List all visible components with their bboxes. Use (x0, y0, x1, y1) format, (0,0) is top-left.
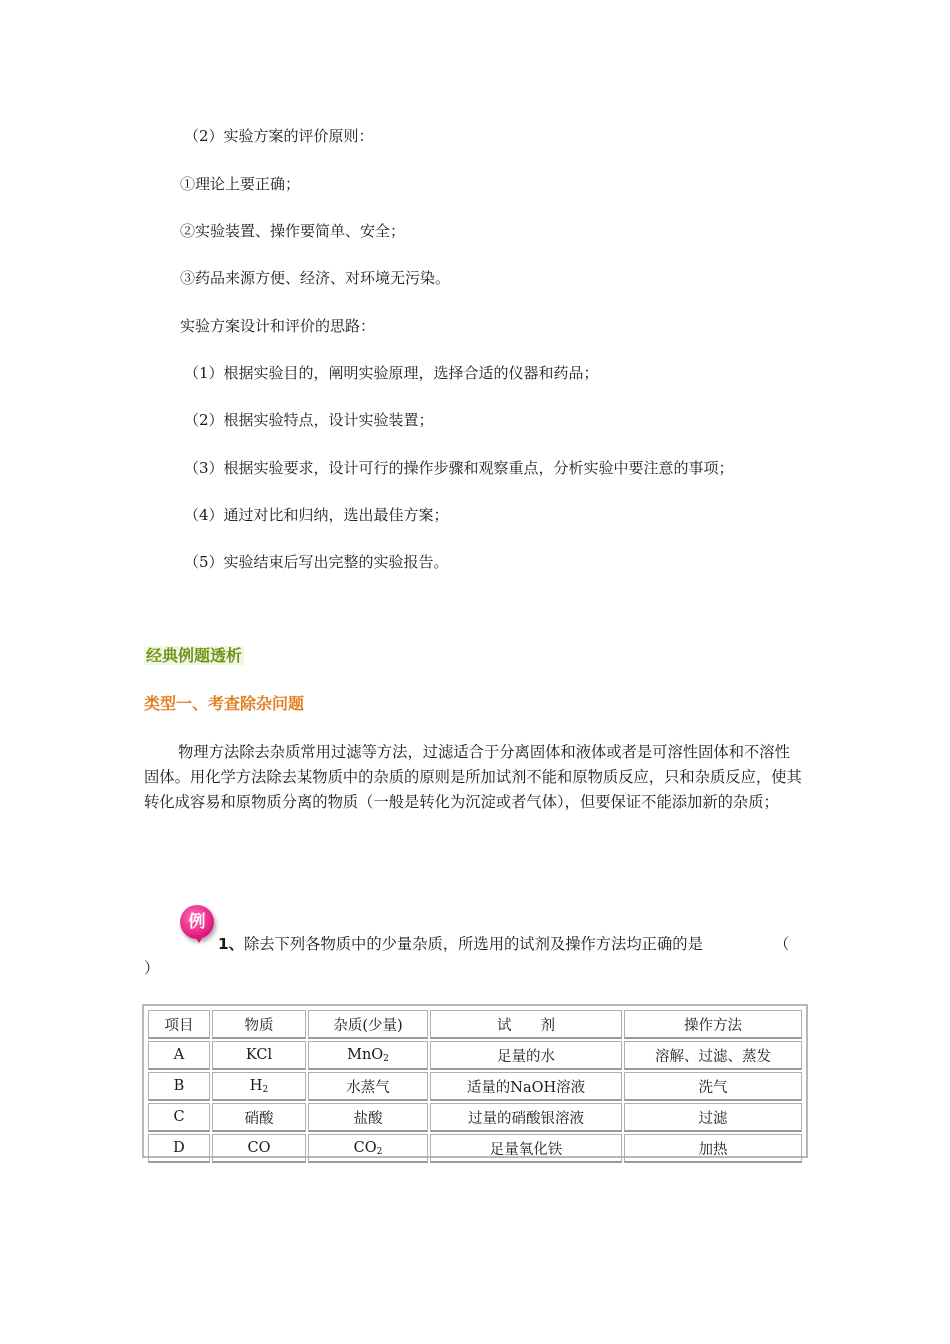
approach-step-3: （3）根据实验要求，设计可行的操作步骤和观察重点，分析实验中要注意的事项； (184, 459, 734, 477)
table-row (148, 1134, 802, 1163)
cell-impurity (308, 1041, 428, 1070)
principle-item-3: ③药品来源方便、经济、对环境无污染。 (180, 269, 451, 287)
header-substance: 物质 (212, 1010, 306, 1039)
approach-step-5: （5）实验结束后写出完整的实验报告。 (184, 553, 449, 571)
cell-substance: KCl (212, 1041, 306, 1070)
approach-title: 实验方案设计和评价的思路： (180, 317, 376, 335)
approach-step-2: （2）根据实验特点，设计实验装置； (184, 411, 434, 429)
cell-method: 洗气 (624, 1072, 802, 1101)
intro-paragraph: 物理方法除去杂质常用过滤等方法，过滤适合于分离固体和液体或者是可溶性固体和不溶性固体。用化学方法除去某物质中的杂质的原则是所加试剂不能和原物质反应，只和杂质反应，使其转化成容易和原物质分离的物质（一般是转化为沉淀或者气体），但要保证不能添加新的杂质； (144, 743, 802, 811)
answer-paren-close: ） (144, 959, 160, 977)
header-method: 操作方法 (624, 1010, 802, 1039)
approach-step-1: （1）根据实验目的，阐明实验原理，选择合适的仪器和药品； (184, 364, 599, 382)
cell-impurity: 盐酸 (308, 1103, 428, 1132)
header-reagent: 试 剂 (430, 1010, 622, 1039)
cell-substance: 硝酸 (212, 1103, 306, 1132)
cell-substance (212, 1072, 306, 1101)
cell-reagent: 足量氧化铁 (430, 1134, 622, 1163)
section-heading-text: 经典例题透析 (146, 646, 243, 665)
header-impurity: 杂质(少量) (308, 1010, 428, 1039)
question-text (218, 933, 703, 955)
cell-method: 溶解、过滤、蒸发 (624, 1041, 802, 1070)
formula-main: MnO (347, 1046, 384, 1063)
cell-reagent: 过量的硝酸银溶液 (430, 1103, 622, 1132)
formula-subscript: 2 (262, 1084, 269, 1095)
table-row (148, 1041, 802, 1070)
cell-impurity: 水蒸气 (308, 1072, 428, 1101)
cell-item: C (148, 1103, 210, 1132)
formula-main: CO (353, 1139, 377, 1156)
principles-title: （2）实验方案的评价原则： (184, 127, 374, 145)
header-item: 项目 (148, 1010, 210, 1039)
table-row (148, 1072, 802, 1101)
cell-method: 加热 (624, 1134, 802, 1163)
principle-item-2: ②实验装置、操作要简单、安全； (180, 222, 406, 240)
formula-subscript: 2 (376, 1146, 383, 1157)
table-header-row (148, 1010, 802, 1039)
cell-reagent: 适量的NaOH溶液 (430, 1072, 622, 1101)
example-badge-icon: 例 (180, 905, 214, 939)
cell-reagent: 足量的水 (430, 1041, 622, 1070)
approach-step-4: （4）通过对比和归纳，选出最佳方案； (184, 506, 449, 524)
section-heading (144, 646, 244, 666)
options-table (142, 1004, 808, 1158)
cell-item: D (148, 1134, 210, 1163)
cell-impurity (308, 1134, 428, 1163)
answer-paren-open: （ (774, 935, 790, 953)
question-body: 除去下列各物质中的少量杂质，所选用的试剂及操作方法均正确的是 (243, 935, 703, 953)
formula-subscript: 2 (383, 1053, 389, 1064)
principle-item-1: ①理论上要正确； (180, 175, 301, 193)
cell-method: 过滤 (624, 1103, 802, 1132)
formula-main: H (249, 1077, 263, 1094)
cell-substance: CO (212, 1134, 306, 1163)
cell-item: B (148, 1072, 210, 1101)
table-row (148, 1103, 802, 1132)
question-number: 1、 (218, 935, 244, 953)
cell-item: A (148, 1041, 210, 1070)
type-heading: 类型一、考查除杂问题 (144, 694, 305, 713)
